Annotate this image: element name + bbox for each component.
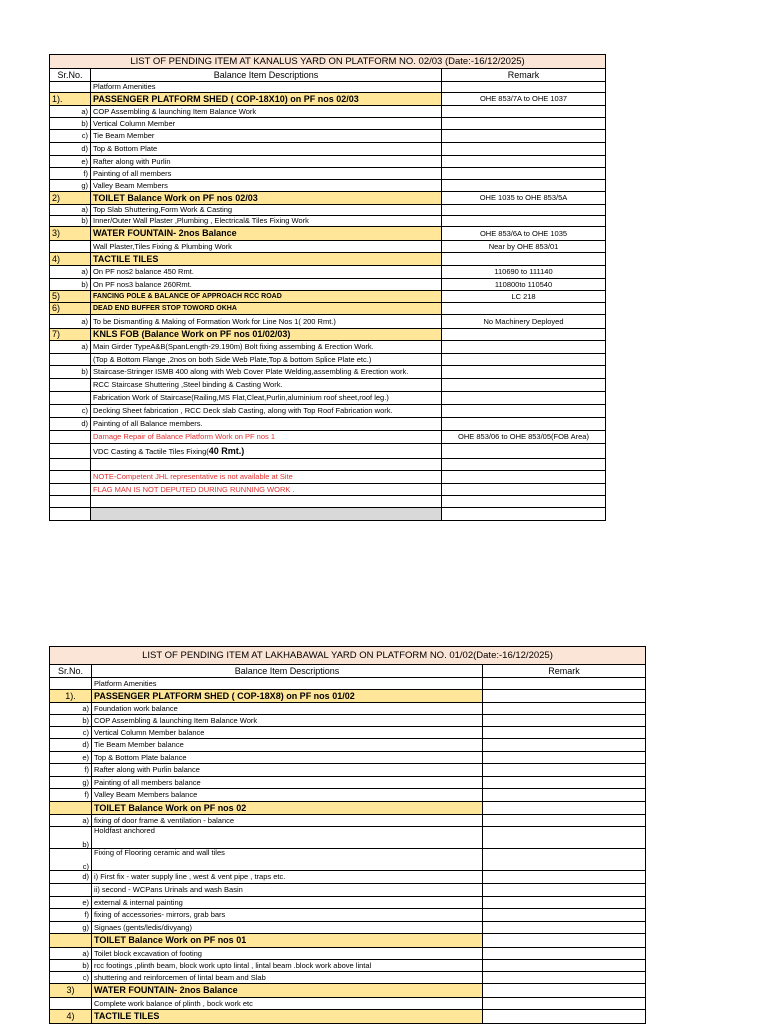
table-row-desc: rcc footings ,plinth beam, block work upto lintal , lintal beam .block work above lintal bbox=[92, 960, 483, 972]
item-letter: b) bbox=[50, 279, 91, 291]
table-row-desc: Valley Beam Members bbox=[91, 180, 442, 192]
header-remark: Remark bbox=[442, 69, 606, 82]
table-row-desc: Staircase-Stringer ISMB 400 along with Web Cover Plate Welding,assembling & Erection work. bbox=[91, 366, 442, 379]
section-title: WATER FOUNTAIN- 2nos Balance bbox=[92, 984, 483, 998]
table-row-desc: Vertical Column Member bbox=[91, 118, 442, 130]
section-number: 7) bbox=[50, 329, 91, 341]
item-letter: b) bbox=[50, 366, 91, 379]
item-letter: d) bbox=[50, 143, 91, 156]
table-row-desc: ii) second - WCPans Urinals and wash Basin bbox=[92, 884, 483, 897]
table-row-desc: Complete work balance of plinth , bock work etc bbox=[92, 998, 483, 1010]
table-row-desc: To be Dismantling & Making of Formation Work for Line Nos 1( 200 Rmt.) bbox=[91, 315, 442, 329]
table-row-remark: Near by OHE 853/01 bbox=[442, 241, 606, 253]
item-letter: e) bbox=[50, 752, 92, 764]
section-number: 6) bbox=[50, 303, 91, 315]
table-row-desc: Rafter along with Purlin bbox=[91, 156, 442, 168]
item-letter: a) bbox=[50, 948, 92, 960]
table-row-desc: RCC Staircase Shuttering ,Steel binding & Casting Work. bbox=[91, 379, 442, 392]
kanalus-pending-table bbox=[49, 54, 606, 521]
section-title: TACTILE TILES bbox=[91, 253, 442, 266]
table-row-desc: Fabrication Work of Staircase(Railing,MS Flat,Cleat,Purlin,aluminium roof sheet,roof leg.) bbox=[91, 392, 442, 405]
table-row-desc: Vertical Column Member balance bbox=[92, 727, 483, 739]
section-title: PASSENGER PLATFORM SHED ( COP-18X8) on PF nos 01/02 bbox=[92, 690, 483, 703]
site-note: NOTE-Competent JHL representative is not available at Site bbox=[91, 471, 442, 484]
item-letter: a) bbox=[50, 266, 91, 279]
item-letter: a) bbox=[50, 106, 91, 118]
table-title: LIST OF PENDING ITEM AT KANALUS YARD ON PLATFORM NO. 02/03 (Date:-16/12/2025) bbox=[50, 55, 606, 69]
item-letter: c) bbox=[50, 405, 91, 418]
table-row-desc: i) First fix - water supply line , west & vent pipe , traps etc. bbox=[92, 871, 483, 884]
table-row-remark: 110690 to 111140 bbox=[442, 266, 606, 279]
table-row-desc: Top Slab Shuttering,Form Work & Casting bbox=[91, 205, 442, 216]
section-number: 1). bbox=[50, 93, 91, 106]
item-letter: b) bbox=[50, 827, 92, 849]
section-title: TOILET Balance Work on PF nos 01 bbox=[92, 934, 483, 948]
item-letter: g) bbox=[50, 922, 92, 934]
item-letter: d) bbox=[50, 871, 92, 884]
table-row-remark: OHE 853/06 to OHE 853/05(FOB Area) bbox=[442, 431, 606, 444]
table-row-desc: Foundation work balance bbox=[92, 703, 483, 715]
item-letter: c) bbox=[50, 972, 92, 984]
table-row-desc: VDC Casting & Tactile Tiles Fixing( bbox=[93, 446, 209, 456]
table-row-desc: external & internal painting bbox=[92, 897, 483, 909]
section-number: 4) bbox=[50, 253, 91, 266]
item-letter: a) bbox=[50, 703, 92, 715]
header-sr: Sr.No. bbox=[50, 665, 92, 678]
table-row-desc: Painting of all Balance members. bbox=[91, 418, 442, 431]
item-letter: e) bbox=[50, 897, 92, 909]
section-title: FANCING POLE & BALANCE OF APPROACH RCC ROAD bbox=[91, 291, 442, 303]
item-letter: a) bbox=[50, 205, 91, 216]
table-row-remark: OHE 1035 to OHE 853/5A bbox=[442, 192, 606, 205]
table-row-desc: COP Assembling & launching Item Balance Work bbox=[92, 715, 483, 727]
table-row-desc: Main Girder TypeA&B(SpanLength-29.190m) Bolt fixing assembing & Erection Work. bbox=[91, 341, 442, 354]
table-row-desc: Painting of all members bbox=[91, 168, 442, 180]
table-row-remark: OHE 853/7A to OHE 1037 bbox=[442, 93, 606, 106]
section-number: 2) bbox=[50, 192, 91, 205]
item-letter: b) bbox=[50, 118, 91, 130]
section-number: 3) bbox=[50, 984, 92, 998]
section-title: KNLS FOB (Balance Work on PF nos 01/02/03) bbox=[91, 329, 442, 341]
section-number: 3) bbox=[50, 227, 91, 241]
header-desc: Balance Item Descriptions bbox=[91, 69, 442, 82]
item-letter: d) bbox=[50, 739, 92, 752]
item-letter: a) bbox=[50, 341, 91, 354]
lakhabawal-pending-table bbox=[49, 646, 646, 1024]
section-title: PASSENGER PLATFORM SHED ( COP-18X10) on PF nos 02/03 bbox=[91, 93, 442, 106]
item-letter: c) bbox=[50, 849, 92, 871]
table-row-remark: No Machinery Deployed bbox=[442, 315, 606, 329]
item-letter: e) bbox=[50, 156, 91, 168]
item-letter: g) bbox=[50, 180, 91, 192]
table-row-desc: COP Assembling & launching Item Balance Work bbox=[91, 106, 442, 118]
header-desc: Balance Item Descriptions bbox=[92, 665, 483, 678]
section-number: 5) bbox=[50, 291, 91, 303]
table-row-desc: fixing of accessories- mirrors, grab bars bbox=[92, 909, 483, 922]
table-row-desc: Platform Amenities bbox=[92, 678, 483, 690]
item-letter: f) bbox=[50, 909, 92, 922]
section-title: TACTILE TILES bbox=[92, 1010, 483, 1024]
table-row-desc: Top & Bottom Plate bbox=[91, 143, 442, 156]
item-letter: c) bbox=[50, 130, 91, 143]
table-row-remark: 110800to 110540 bbox=[442, 279, 606, 291]
table-row-desc: Wall Plaster,Tiles Fixing & Plumbing Work bbox=[91, 241, 442, 253]
item-letter: c) bbox=[50, 727, 92, 739]
section-number: 1). bbox=[50, 690, 92, 703]
table-row-remark: LC 218 bbox=[442, 291, 606, 303]
table-row-desc-quantity: 40 Rmt.) bbox=[208, 445, 245, 456]
item-letter: a) bbox=[50, 815, 92, 827]
table-row-desc: Tie Beam Member bbox=[91, 130, 442, 143]
table-row-desc: (Top & Bottom Flange ,2nos on both Side Web Plate,Top & bottom Splice Plate etc.) bbox=[91, 354, 442, 366]
table-row-desc: Painting of all members balance bbox=[92, 777, 483, 789]
section-number: 4) bbox=[50, 1010, 92, 1024]
site-note: FLAG MAN IS NOT DEPUTED DURING RUNNING WORK . bbox=[91, 484, 442, 496]
table-row-desc: Tie Beam Member balance bbox=[92, 739, 483, 752]
item-letter: f) bbox=[50, 764, 92, 777]
table-row-desc: On PF nos3 balance 260Rmt. bbox=[91, 279, 442, 291]
item-letter: b) bbox=[50, 960, 92, 972]
item-letter: b) bbox=[50, 216, 91, 227]
table-row-desc: Fixing of Flooring ceramic and wall tiles bbox=[92, 849, 483, 871]
item-letter: d) bbox=[50, 418, 91, 431]
table-row-desc: Valley Beam Members balance bbox=[92, 789, 483, 802]
section-title: TOILET Balance Work on PF nos 02/03 bbox=[91, 192, 442, 205]
table-row-remark: OHE 853/6A to OHE 1035 bbox=[442, 227, 606, 241]
table-row-desc: Inner/Outer Wall Plaster ,Plumbing , Electrical& Tiles Fixing Work bbox=[91, 216, 442, 227]
item-letter: f) bbox=[50, 789, 92, 802]
table-title: LIST OF PENDING ITEM AT LAKHABAWAL YARD ON PLATFORM NO. 01/02(Date:-16/12/2025) bbox=[50, 647, 646, 665]
table-row-desc: Signaes (gents/ledis/divyang) bbox=[92, 922, 483, 934]
section-title: DEAD END BUFFER STOP TOWORD OKHA bbox=[91, 303, 442, 315]
table-row-desc: fixing of door frame & ventilation - balance bbox=[92, 815, 483, 827]
table-row-desc: Toilet block excavation of footing bbox=[92, 948, 483, 960]
item-letter: b) bbox=[50, 715, 92, 727]
table-row-desc: shuttering and reinforcemen of lintal beam and Slab bbox=[92, 972, 483, 984]
table-row-desc: Decking Sheet fabrication , RCC Deck slab Casting, along with Top Roof Fabrication work. bbox=[91, 405, 442, 418]
table-row-desc: Platform Amenities bbox=[91, 82, 442, 93]
table-row-desc: Rafter along with Purlin balance bbox=[92, 764, 483, 777]
item-letter: a) bbox=[50, 315, 91, 329]
table-row-desc: Damage Repair of Balance Platform Work on PF nos 1 bbox=[91, 431, 442, 444]
item-letter: f) bbox=[50, 168, 91, 180]
section-title: TOILET Balance Work on PF nos 02 bbox=[92, 802, 483, 815]
table-row-desc: Top & Bottom Plate balance bbox=[92, 752, 483, 764]
item-letter: g) bbox=[50, 777, 92, 789]
header-sr: Sr.No. bbox=[50, 69, 91, 82]
table-row-desc: On PF nos2 balance 450 Rmt. bbox=[91, 266, 442, 279]
header-remark: Remark bbox=[483, 665, 646, 678]
table-row-desc: Holdfast anchored bbox=[92, 827, 483, 849]
section-title: WATER FOUNTAIN- 2nos Balance bbox=[91, 227, 442, 241]
